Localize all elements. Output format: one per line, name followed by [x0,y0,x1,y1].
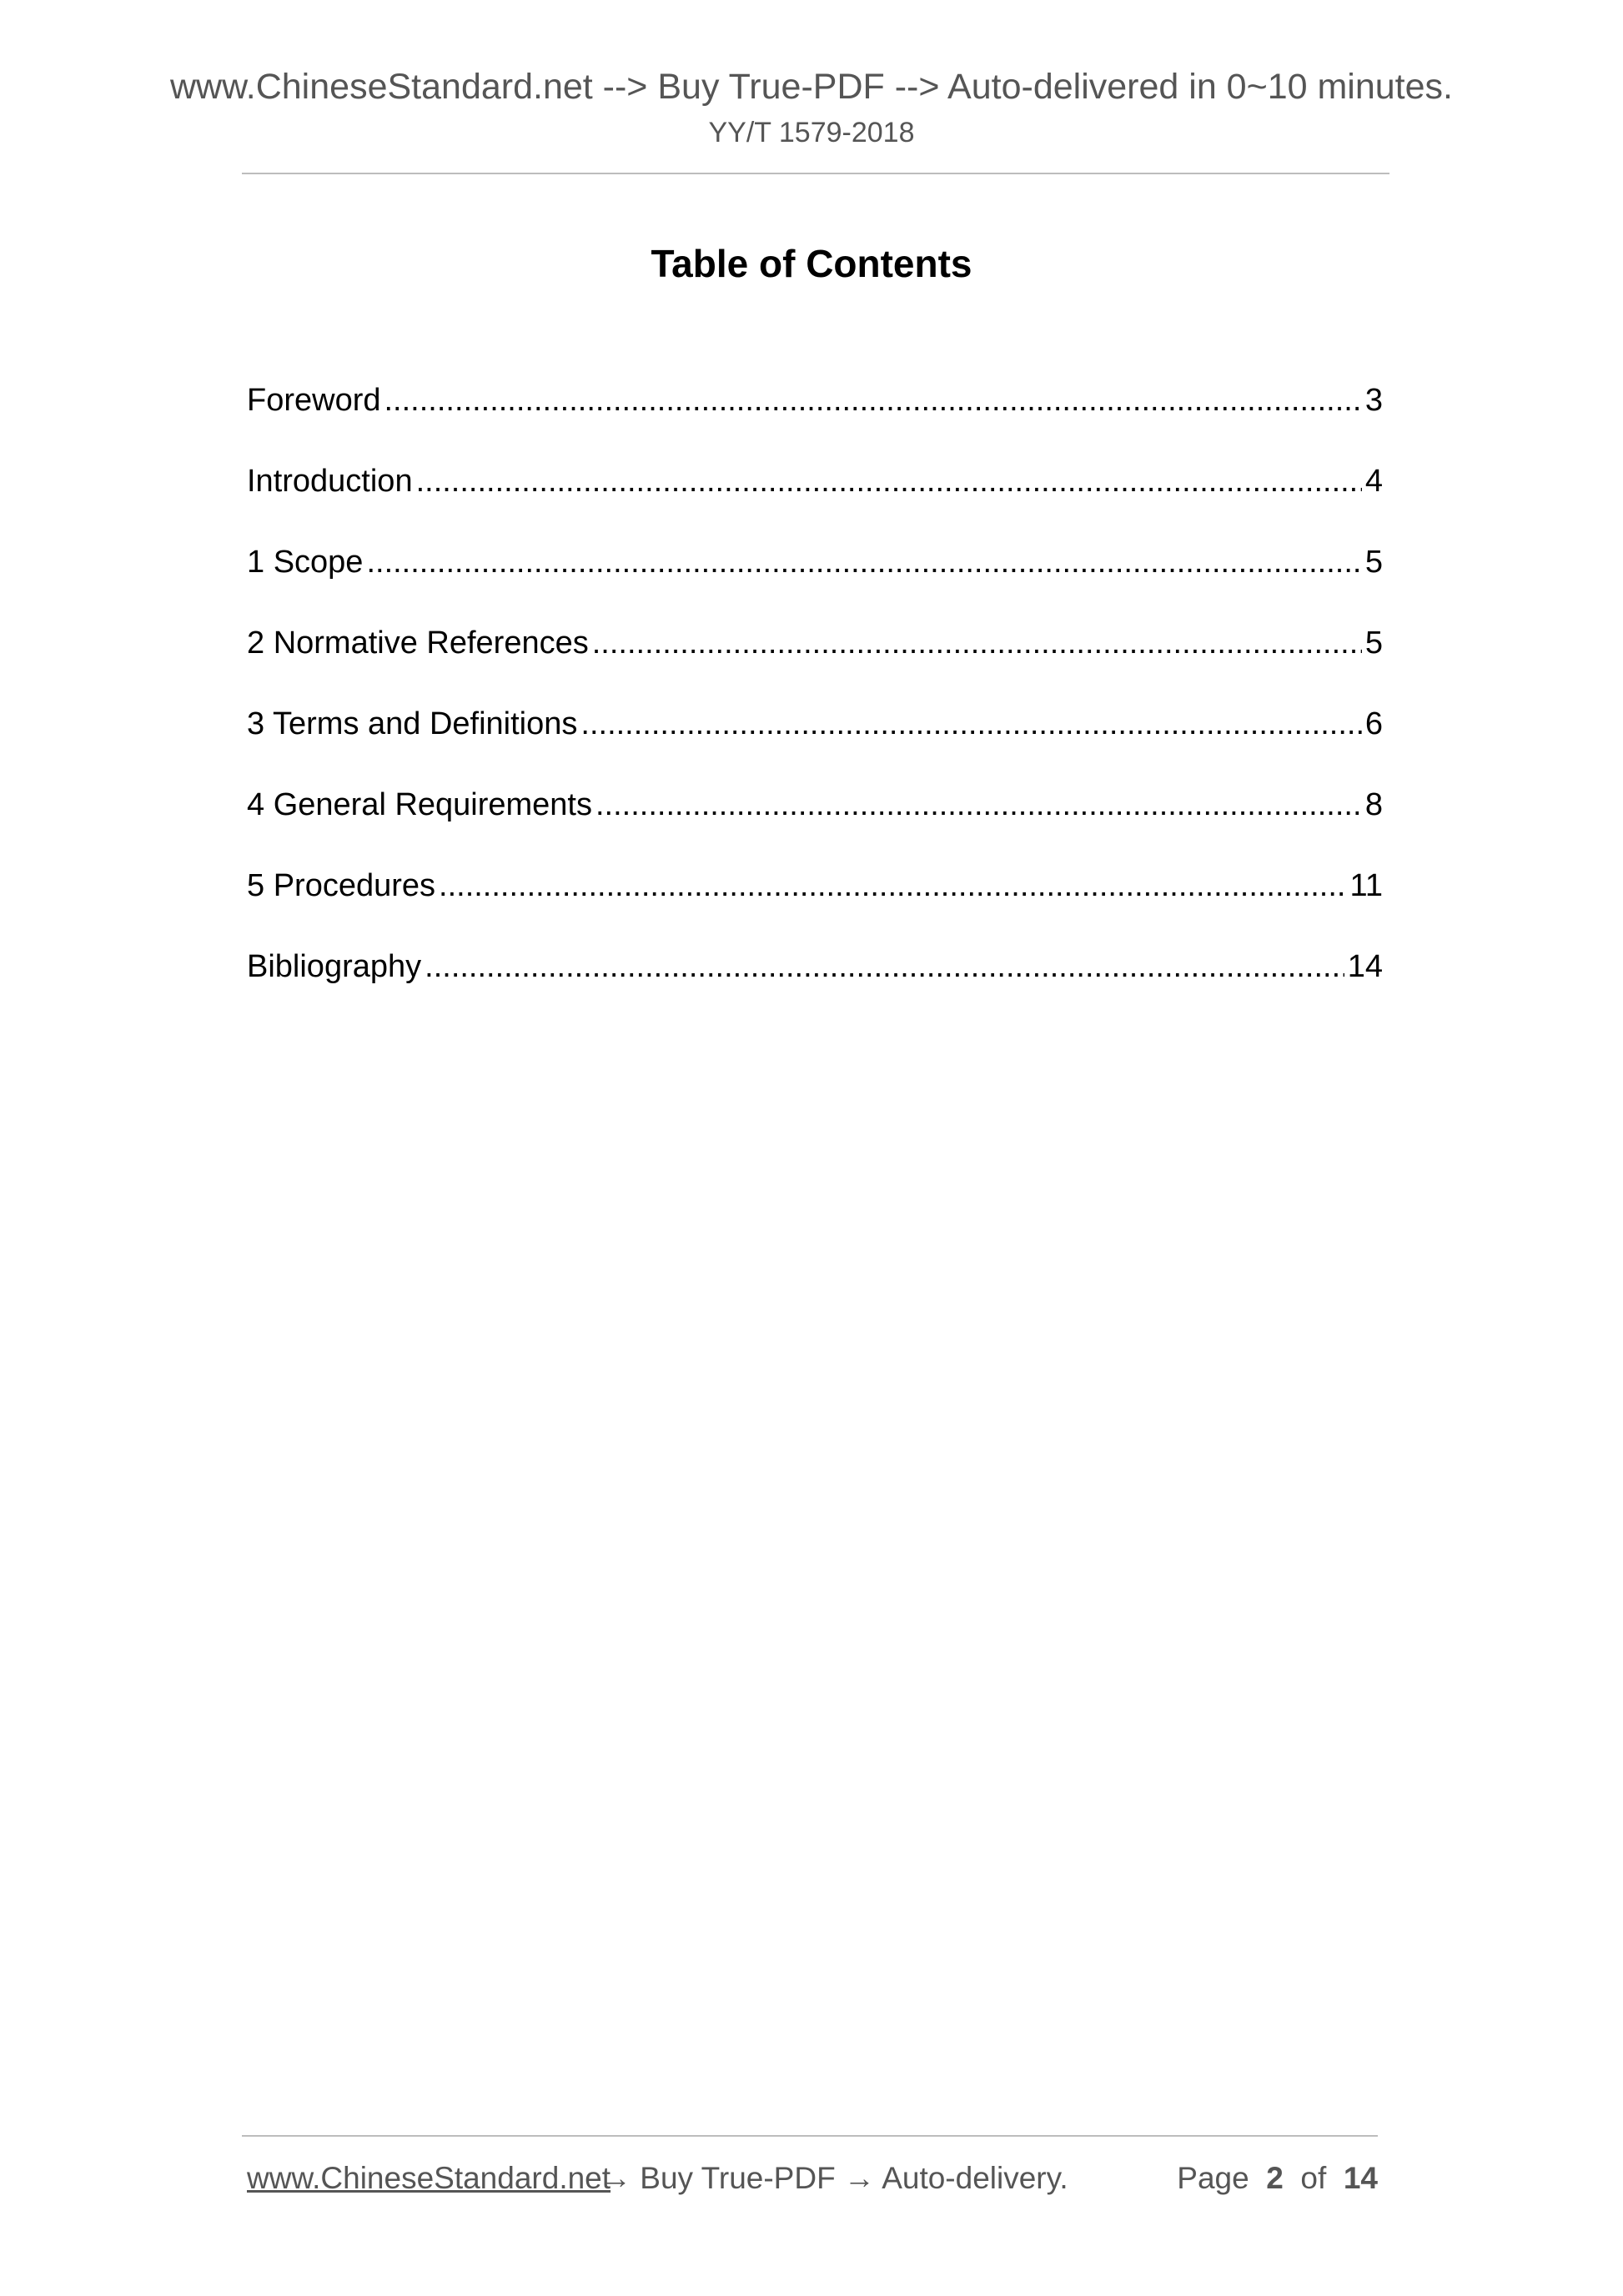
toc-entry-foreword[interactable] [247,375,1383,456]
toc-dot-leader [592,618,1362,668]
page-footer [247,2155,1378,2202]
toc-entry-page: 5 [1364,545,1383,580]
toc-dot-leader [595,780,1362,830]
document-code: YY/T 1579-2018 [708,117,915,148]
total-pages-number: 14 [1343,2161,1378,2195]
toc-entry-label: 5 Procedures [247,868,436,903]
toc-entry-label: Introduction [247,464,413,499]
page-indicator [1177,2155,1378,2202]
toc-entry-page: 4 [1364,464,1383,499]
toc-entry-procedures[interactable] [247,861,1383,942]
toc-title: Table of Contents [651,242,972,285]
toc-entry-label: Foreword [247,383,381,418]
toc-entry-general-requirements[interactable] [247,780,1383,861]
toc-entry-page: 3 [1364,383,1383,418]
toc-entry-page: 11 [1349,868,1383,903]
toc-entry-label: Bibliography [247,949,422,984]
toc-entry-label: 1 Scope [247,545,364,580]
page-word: Page [1177,2161,1249,2195]
toc-dot-leader [580,699,1361,749]
toc-dot-leader [384,375,1362,425]
toc-entry-introduction[interactable] [247,456,1383,537]
toc-entry-page: 6 [1364,706,1383,741]
toc-entry-scope[interactable] [247,537,1383,618]
current-page-number: 2 [1266,2161,1284,2195]
toc-list [247,375,1383,1022]
footer-site-link[interactable]: www.ChineseStandard.net [247,2161,611,2195]
toc-entry-label: 2 Normative References [247,625,589,661]
footer-tagline: → Buy True-PDF → Auto-delivery. [600,2161,1068,2195]
site-banner: www.ChineseStandard.net --> Buy True-PDF --> Auto-delivered in 0~10 minutes. [169,67,1453,107]
toc-dot-leader [416,456,1362,506]
toc-dot-leader [439,861,1347,911]
toc-entry-page: 5 [1364,625,1383,661]
toc-entry-normative-references[interactable] [247,618,1383,699]
toc-entry-label: 4 General Requirements [247,787,592,822]
toc-entry-page: 8 [1364,787,1383,822]
of-word: of [1300,2161,1327,2195]
toc-entry-bibliography[interactable] [247,942,1383,1022]
toc-entry-page: 14 [1347,949,1383,984]
toc-entry-terms-and-definitions[interactable] [247,699,1383,780]
toc-entry-label: 3 Terms and Definitions [247,706,578,741]
header-divider [242,173,1389,174]
toc-dot-leader [425,942,1344,992]
toc-dot-leader [366,537,1361,587]
footer-divider [242,2135,1378,2137]
